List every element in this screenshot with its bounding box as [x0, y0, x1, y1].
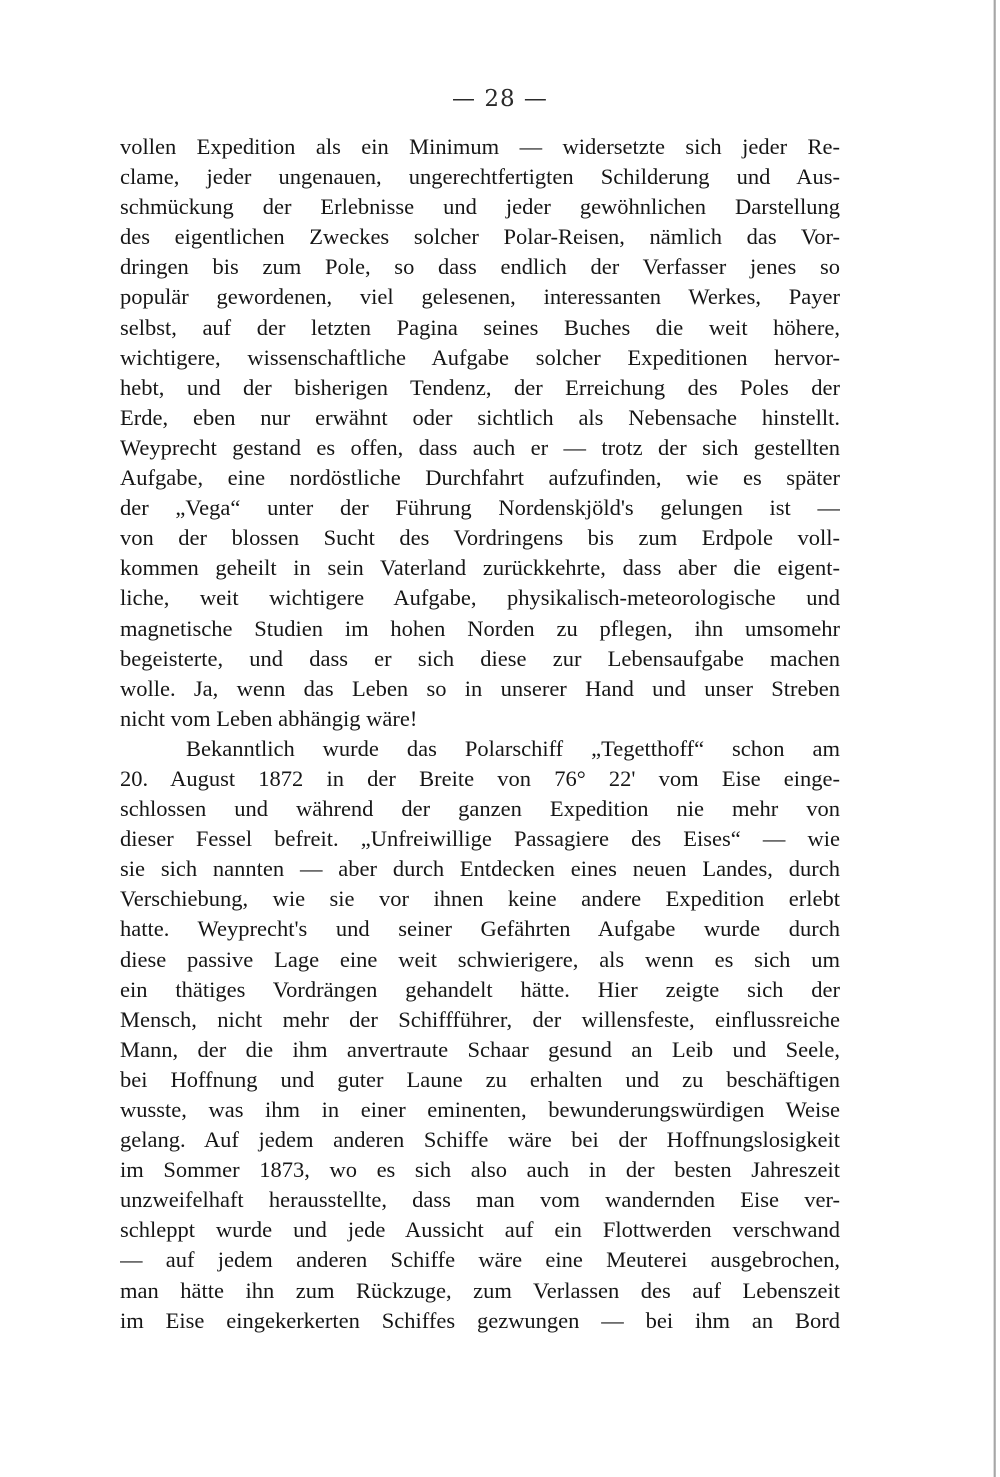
- text-line: Mann, der die ihm anvertraute Schaar gesund an Leib und Seele,: [120, 1036, 840, 1062]
- text-line: ein thätiges Vordrängen gehandelt hätte. Hier zeigte sich der: [120, 976, 840, 1002]
- text-line: clame, jeder ungenauen, ungerechtfertigten Schilderung und Aus-: [120, 164, 840, 190]
- text-line: schmückung der Erlebnisse und jeder gewöhnlichen Darstellung: [120, 194, 840, 220]
- text-line: liche, weit wichtigere Aufgabe, physikalisch-meteorologische und: [120, 585, 840, 611]
- text-line: hebt, und der bisherigen Tendenz, der Erreichung des Poles der: [120, 374, 840, 400]
- text-line: dringen bis zum Pole, so dass endlich der Verfasser jenes so: [120, 254, 840, 280]
- text-line: vollen Expedition als ein Minimum — widersetzte sich jeder Re-: [120, 134, 840, 159]
- text-line: der „Vega“ unter der Führung Nordenskjöld's gelungen ist —: [120, 495, 840, 521]
- text-line: — auf jedem anderen Schiffe wäre eine Meuterei ausgebrochen,: [120, 1247, 840, 1273]
- page-edge-shadow: [993, 0, 996, 1477]
- text-line: nicht vom Leben abhängig wäre!: [120, 705, 418, 731]
- text-line: Bekanntlich wurde das Polarschiff „Tegetthoff“ schon am: [186, 735, 840, 761]
- text-line: man hätte ihn zum Rückzuge, zum Verlassen des auf Lebenszeit: [120, 1277, 840, 1303]
- text-line: schlossen und während der ganzen Expedition nie mehr von: [120, 796, 840, 822]
- text-line: Aufgabe, eine nordöstliche Durchfahrt aufzufinden, wie es später: [120, 465, 840, 491]
- text-line: Erde, eben nur erwähnt oder sichtlich als Nebensache hinstellt.: [120, 404, 840, 430]
- body-text: [120, 132, 840, 1336]
- text-line: sie sich nannten — aber durch Entdecken eines neuen Landes, durch: [120, 856, 840, 882]
- page-number: — 28 —: [452, 86, 548, 112]
- text-line: Weyprecht gestand es offen, dass auch er — trotz der sich gestellten: [120, 434, 840, 460]
- text-line: diese passive Lage eine weit schwierigere, als wenn es sich um: [120, 946, 840, 972]
- text-line: unzweifelhaft herausstellte, dass man vom wandernden Eise ver-: [120, 1187, 840, 1213]
- text-line: selbst, auf der letzten Pagina seines Buches die weit höhere,: [120, 314, 840, 340]
- text-line: im Eise eingekerkerten Schiffes gezwungen — bei ihm an Bord: [120, 1307, 840, 1333]
- text-line: schleppt wurde und jede Aussicht auf ein Flottwerden verschwand: [120, 1217, 840, 1243]
- text-line: populär gewordenen, viel gelesenen, interessanten Werkes, Payer: [120, 284, 840, 310]
- text-line: magnetische Studien im hohen Norden zu pflegen, ihn umsomehr: [120, 615, 840, 641]
- text-line: im Sommer 1873, wo es sich also auch in der besten Jahreszeit: [120, 1157, 840, 1183]
- text-line: 20. August 1872 in der Breite von 76° 22' vom Eise einge-: [120, 765, 840, 791]
- text-line: wolle. Ja, wenn das Leben so in unserer Hand und unser Streben: [120, 675, 840, 701]
- text-line: begeisterte, und dass er sich diese zur Lebensaufgabe machen: [120, 645, 840, 671]
- text-line: bei Hoffnung und guter Laune zu erhalten und zu beschäftigen: [120, 1066, 840, 1092]
- text-line: wusste, was ihm in einer eminenten, bewunderungswürdigen Weise: [120, 1097, 840, 1122]
- text-line: dieser Fessel befreit. „Unfreiwillige Passagiere des Eises“ — wie: [120, 826, 840, 852]
- text-line: wichtigere, wissenschaftliche Aufgabe solcher Expeditionen hervor-: [120, 344, 840, 370]
- text-line: hatte. Weyprecht's und seiner Gefährten Aufgabe wurde durch: [120, 916, 840, 942]
- text-line: gelang. Auf jedem anderen Schiffe wäre bei der Hoffnungslosigkeit: [120, 1127, 840, 1153]
- text-line: Verschiebung, wie sie vor ihnen keine andere Expedition erlebt: [120, 886, 840, 912]
- text-line: kommen geheilt in sein Vaterland zurückkehrte, dass aber die eigent-: [120, 555, 840, 581]
- paragraph: [120, 734, 840, 1336]
- text-line: von der blossen Sucht des Vordringens bis zum Erdpole voll-: [120, 525, 840, 551]
- text-line: des eigentlichen Zweckes solcher Polar-Reisen, nämlich das Vor-: [120, 224, 840, 250]
- paragraph: [120, 132, 840, 734]
- text-line: Mensch, nicht mehr der Schiffführer, der willensfeste, einflussreiche: [120, 1006, 840, 1032]
